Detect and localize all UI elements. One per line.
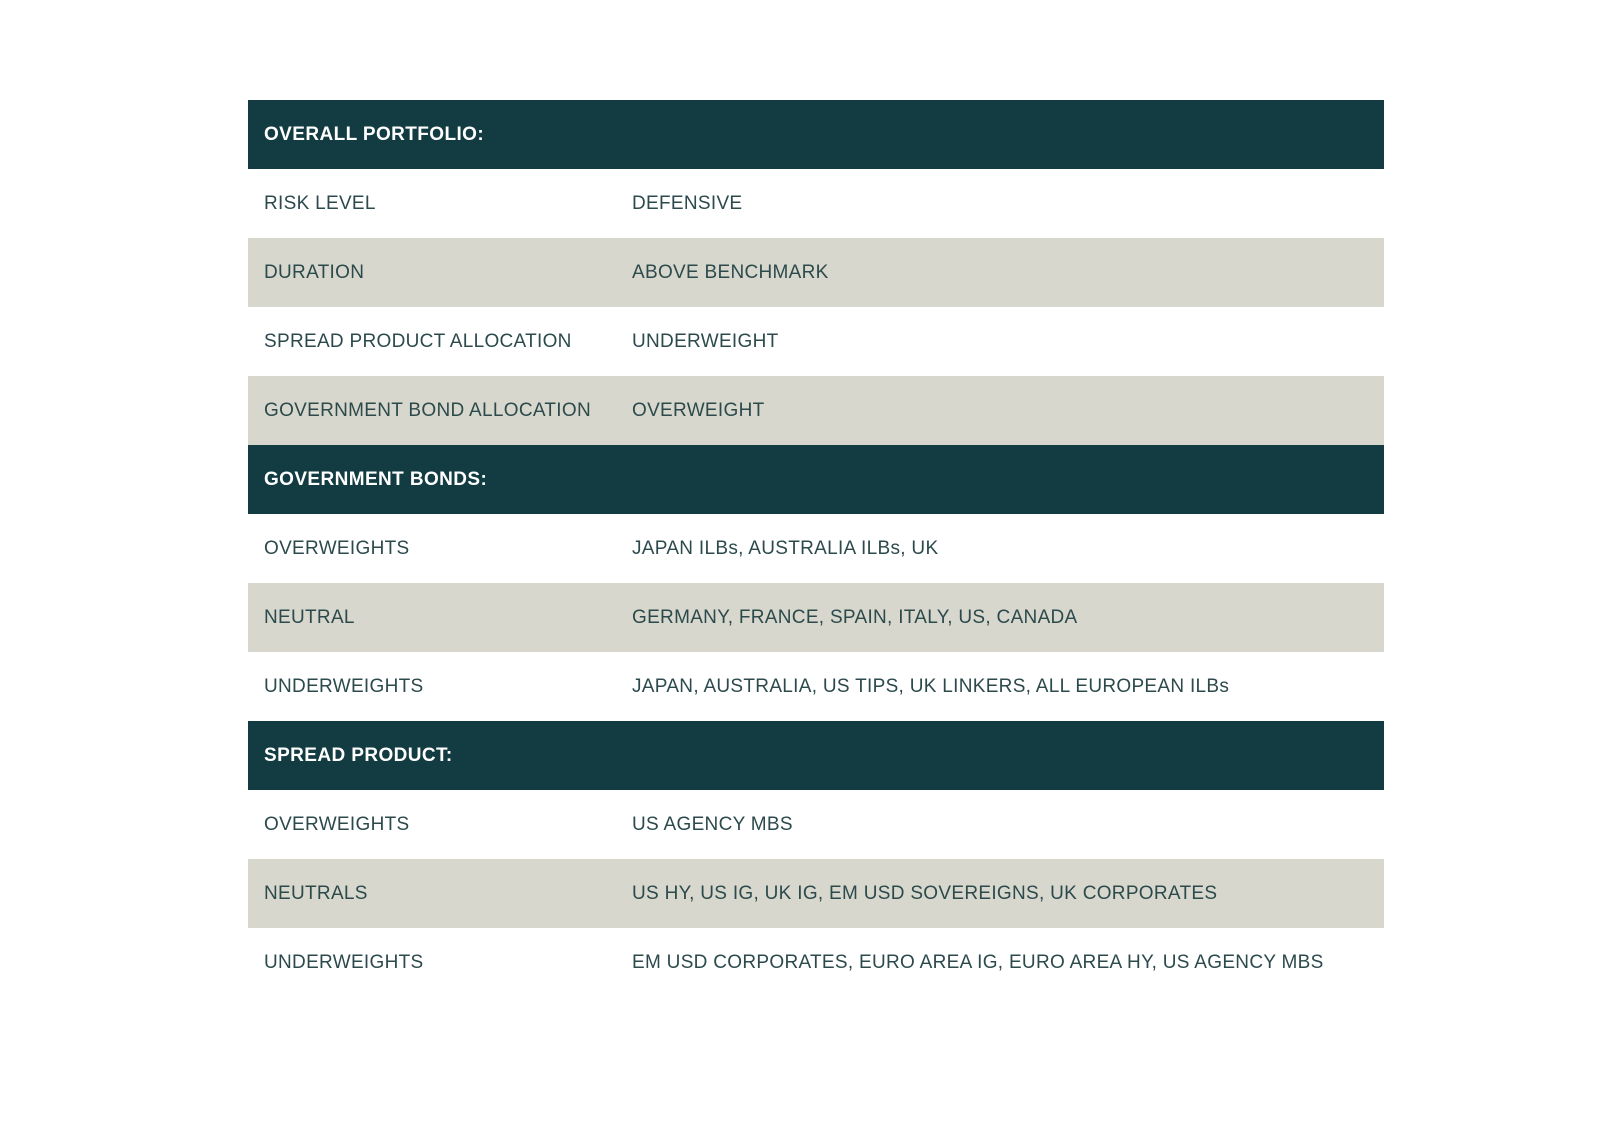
table-row bbox=[248, 514, 1384, 583]
row-value: US AGENCY MBS bbox=[632, 813, 793, 835]
table-row bbox=[248, 928, 1384, 997]
row-value: ABOVE BENCHMARK bbox=[632, 261, 829, 283]
row-label: UNDERWEIGHTS bbox=[264, 675, 424, 697]
table-row bbox=[248, 238, 1384, 307]
row-label: UNDERWEIGHTS bbox=[264, 951, 424, 973]
row-value: JAPAN ILBs, AUSTRALIA ILBs, UK bbox=[632, 537, 939, 559]
row-value: EM USD CORPORATES, EURO AREA IG, EURO AREA HY, US AGENCY MBS bbox=[632, 951, 1324, 973]
row-value: OVERWEIGHT bbox=[632, 399, 765, 421]
table-row bbox=[248, 859, 1384, 928]
row-value: JAPAN, AUSTRALIA, US TIPS, UK LINKERS, ALL EUROPEAN ILBs bbox=[632, 675, 1230, 697]
table-row bbox=[248, 652, 1384, 721]
section-header-spread-product bbox=[248, 721, 1384, 790]
section-title: GOVERNMENT BONDS: bbox=[264, 468, 488, 490]
table-row bbox=[248, 376, 1384, 445]
section-title: SPREAD PRODUCT: bbox=[264, 744, 453, 766]
table-row bbox=[248, 169, 1384, 238]
section-header-overall-portfolio bbox=[248, 100, 1384, 169]
section-title: OVERALL PORTFOLIO: bbox=[264, 123, 485, 145]
table-row bbox=[248, 790, 1384, 859]
table-row bbox=[248, 307, 1384, 376]
row-value: UNDERWEIGHT bbox=[632, 330, 779, 352]
row-label: NEUTRALS bbox=[264, 882, 368, 904]
row-label: GOVERNMENT BOND ALLOCATION bbox=[264, 399, 591, 421]
row-label: RISK LEVEL bbox=[264, 192, 376, 214]
row-label: OVERWEIGHTS bbox=[264, 813, 410, 835]
section-header-government-bonds bbox=[248, 445, 1384, 514]
row-label: OVERWEIGHTS bbox=[264, 537, 410, 559]
row-label: DURATION bbox=[264, 261, 365, 283]
row-label: SPREAD PRODUCT ALLOCATION bbox=[264, 330, 572, 352]
row-value: US HY, US IG, UK IG, EM USD SOVEREIGNS, UK CORPORATES bbox=[632, 882, 1218, 904]
positioning-table bbox=[248, 100, 1384, 997]
row-label: NEUTRAL bbox=[264, 606, 355, 628]
row-value: GERMANY, FRANCE, SPAIN, ITALY, US, CANADA bbox=[632, 606, 1078, 628]
row-value: DEFENSIVE bbox=[632, 192, 743, 214]
table-row bbox=[248, 583, 1384, 652]
